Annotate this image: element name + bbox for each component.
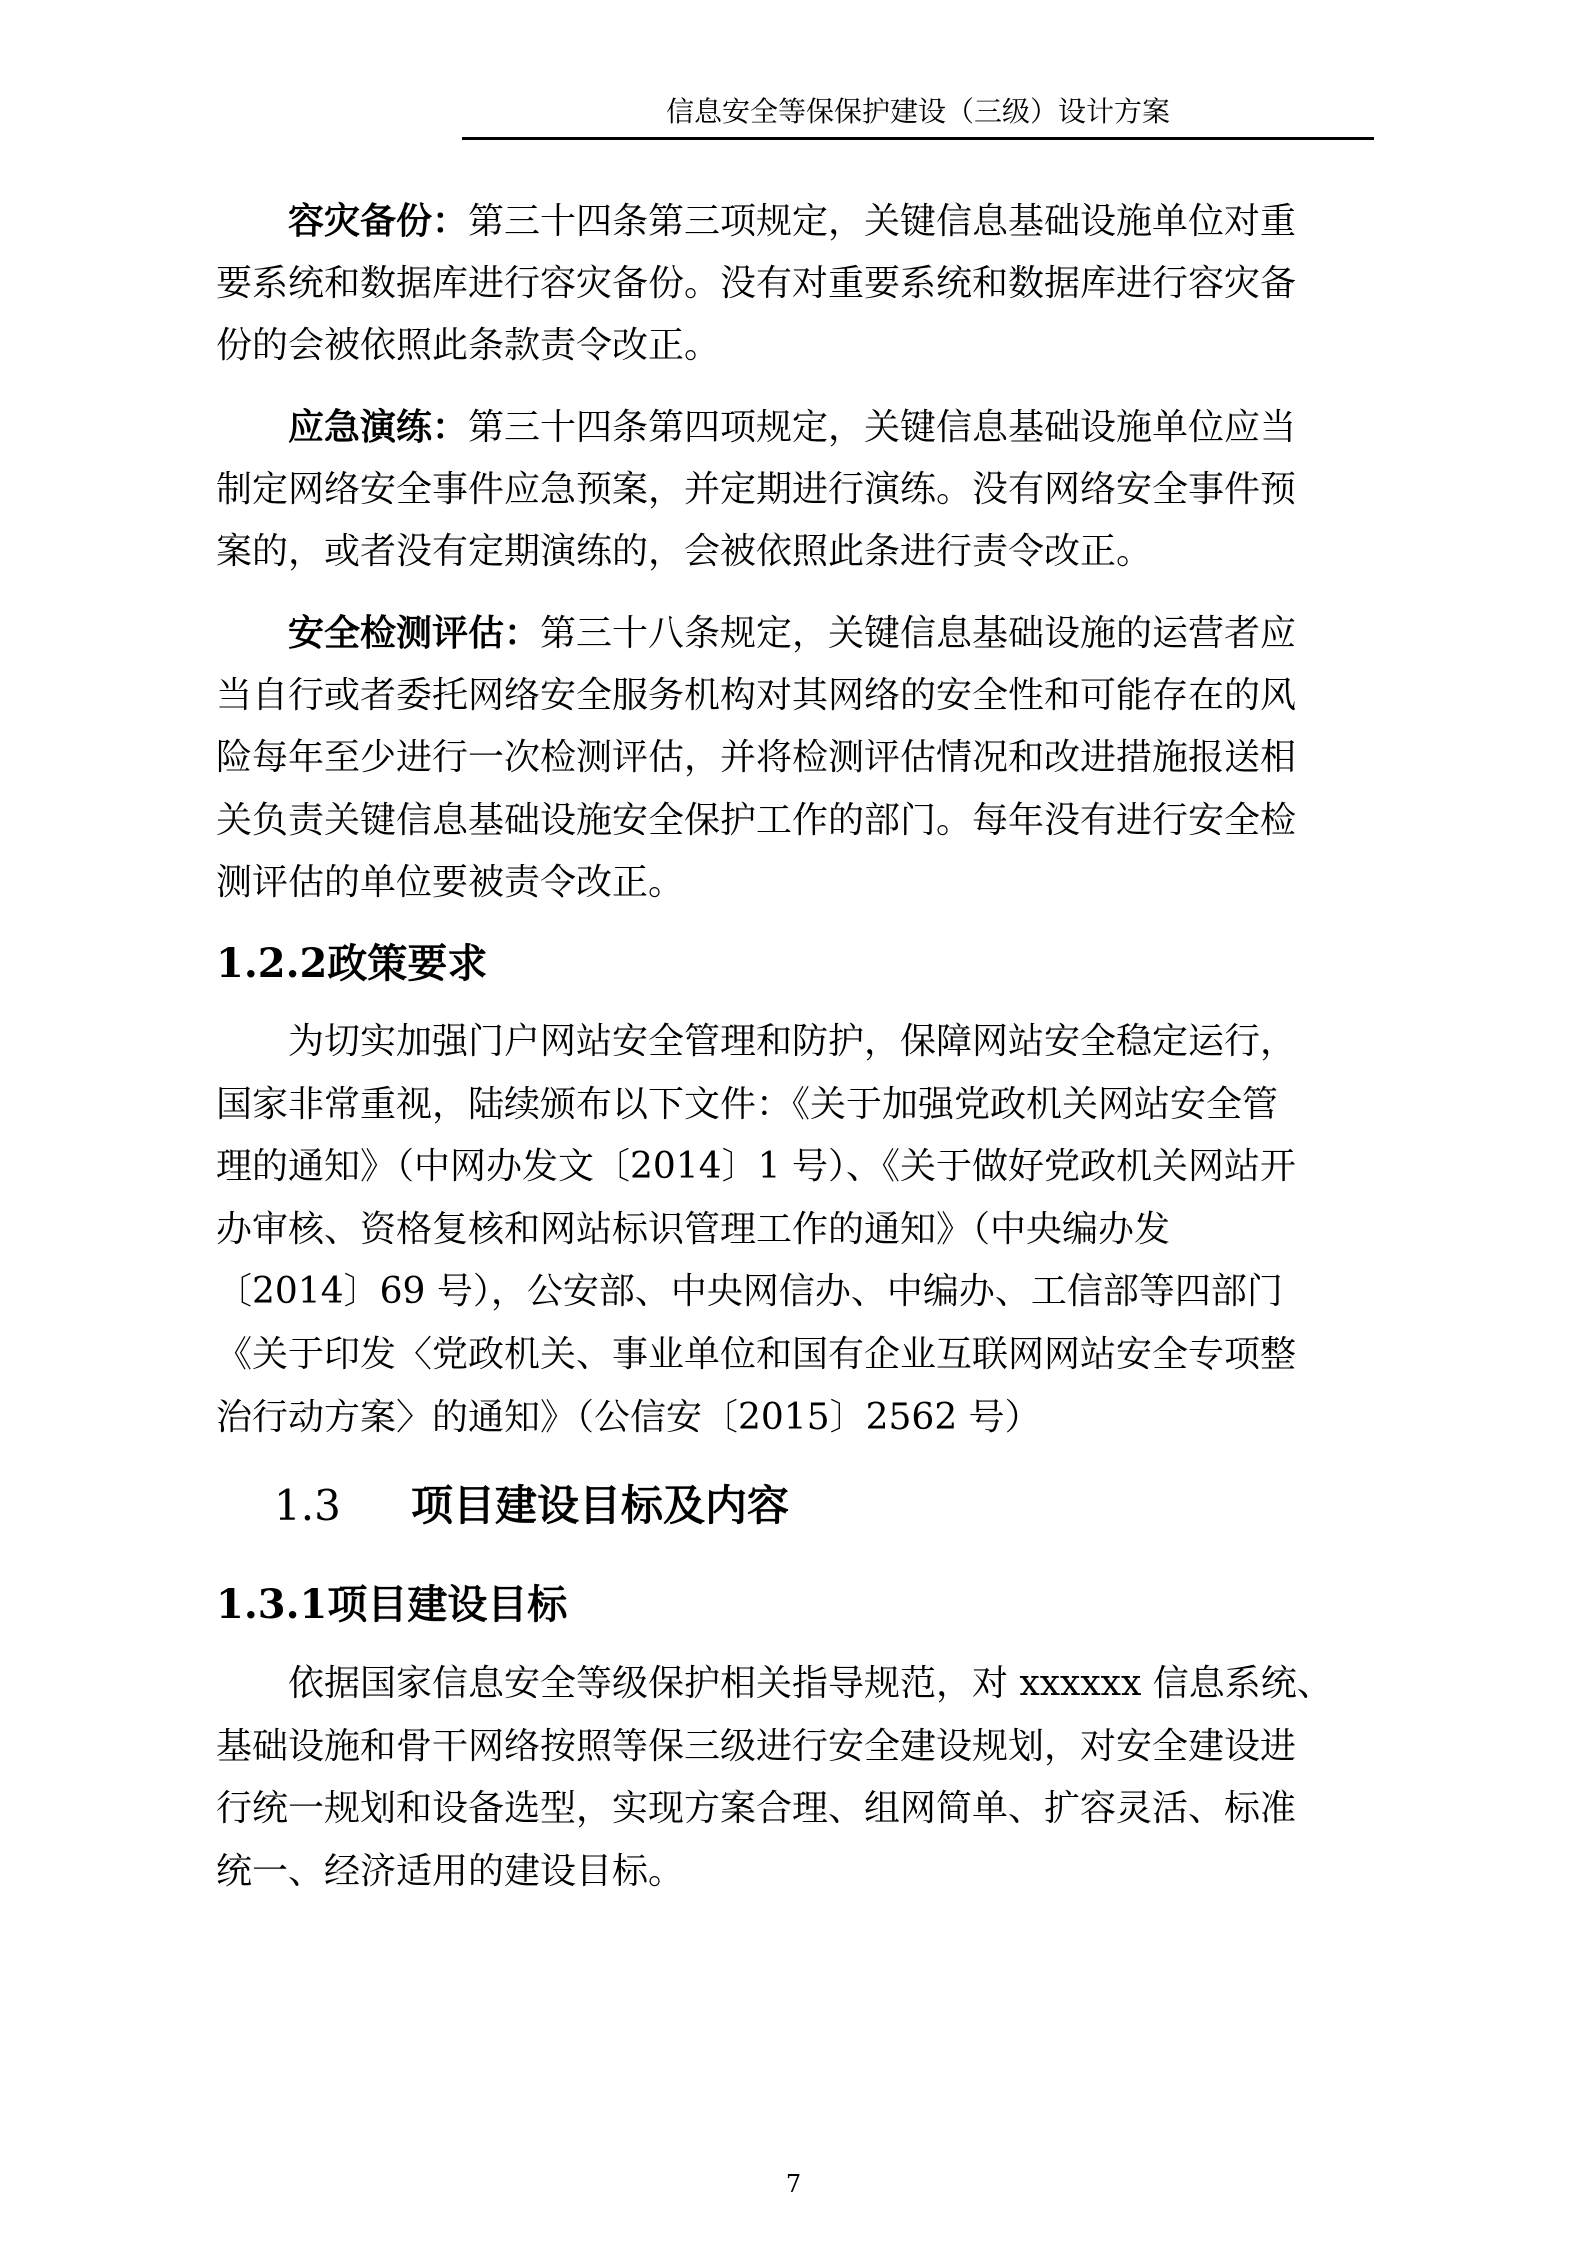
page-number: 7 — [785, 2170, 802, 2198]
paragraph-disaster-backup — [216, 190, 1336, 378]
header-divider — [462, 137, 1374, 140]
text-line: 行统一规划和设备选型，实现方案合理、组网简单、扩容灵活、标准 — [216, 1788, 1297, 1830]
text-line: 第三十八条规定，关键信息基础设施的运营者应 — [540, 613, 1297, 654]
heading-1-3-title: 项目建设目标及内容 — [411, 1481, 790, 1530]
paragraph-security-assessment — [216, 602, 1336, 915]
text-line: 第三十四条第四项规定，关键信息基础设施单位应当 — [468, 407, 1297, 448]
heading-1-3-number: 1.3 — [274, 1481, 341, 1530]
text-line: 险每年至少进行一次检测评估，并将检测评估情况和改进措施报送相 — [216, 737, 1297, 779]
text-line: 统一、经济适用的建设目标。 — [216, 1850, 685, 1892]
text-line: 份的会被依照此条款责令改正。 — [216, 325, 721, 367]
text-line: 办审核、资格复核和网站标识管理工作的通知》（中央编办发 — [216, 1208, 1171, 1250]
text-line: 关负责关键信息基础设施安全保护工作的部门。每年没有进行安全检 — [216, 799, 1297, 841]
paragraph-project-goal — [216, 1653, 1336, 1903]
text-line: 第三十四条第三项规定，关键信息基础设施单位对重 — [468, 201, 1297, 242]
text-line: 基础设施和骨干网络按照等保三级进行安全建设规划，对安全建设进 — [216, 1725, 1297, 1767]
paragraph-label: 应急演练： — [288, 406, 469, 448]
text-line: 国家非常重视，陆续颁布以下文件：《关于加强党政机关网站安全管 — [216, 1083, 1279, 1125]
text-line: 治行动方案〉的通知》（公信安〔2015〕2562 号） — [216, 1396, 1041, 1438]
text-line: 〔2014〕69 号），公安部、中央网信办、中编办、工信部等四部门 — [216, 1271, 1283, 1313]
text-line: 制定网络安全事件应急预案，并定期进行演练。没有网络安全事件预 — [216, 468, 1297, 510]
text-line: 案的，或者没有定期演练的，会被依照此条进行责令改正。 — [216, 531, 1153, 573]
paragraph-emergency-drill — [216, 396, 1336, 584]
heading-1-2-2: 1.2.2政策要求 — [216, 940, 488, 987]
page-header-title: 信息安全等保保护建设（三级）设计方案 — [665, 95, 1170, 128]
text-line: 理的通知》（中网办发文〔2014〕1 号）、《关于做好党政机关网站开 — [216, 1146, 1296, 1188]
text-line: 测评估的单位要被责令改正。 — [216, 862, 685, 904]
paragraph-policy — [216, 1011, 1336, 1449]
text-line: 当自行或者委托网络安全服务机构对其网络的安全性和可能存在的风 — [216, 674, 1297, 716]
text-line: 为切实加强门户网站安全管理和防护，保障网站安全稳定运行， — [288, 1021, 1297, 1062]
paragraph-label: 容灾备份： — [288, 200, 469, 242]
text-line: 依据国家信息安全等级保护相关指导规范，对 xxxxxx 信息系统、 — [288, 1663, 1333, 1704]
heading-1-3-1: 1.3.1项目建设目标 — [216, 1581, 568, 1628]
paragraph-label: 安全检测评估： — [288, 612, 541, 654]
text-line: 《关于印发〈党政机关、事业单位和国有企业互联网网站安全专项整 — [216, 1333, 1297, 1375]
text-line: 要系统和数据库进行容灾备份。没有对重要系统和数据库进行容灾备 — [216, 262, 1297, 304]
